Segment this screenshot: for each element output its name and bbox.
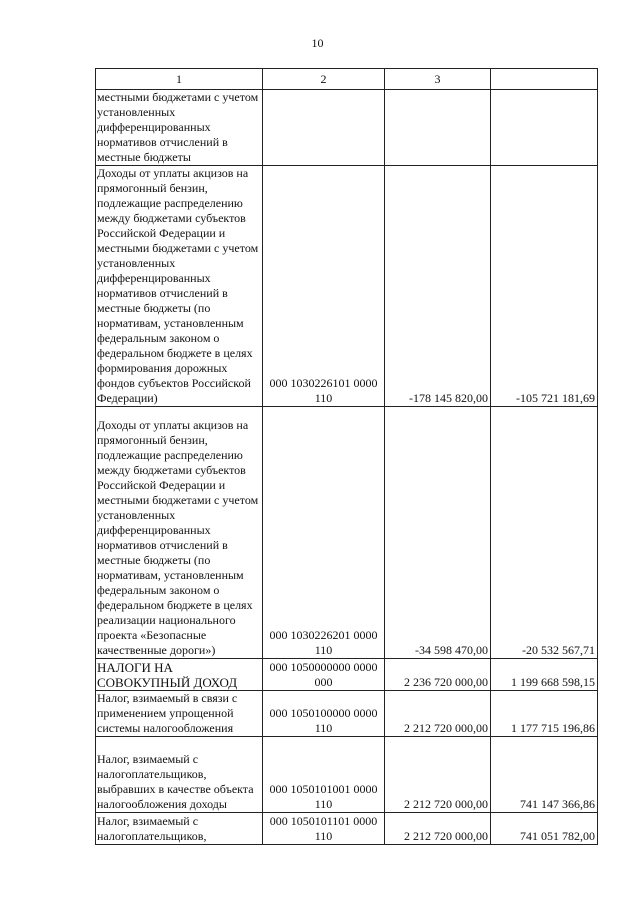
row-col3: -34 598 470,00 [385, 407, 491, 659]
table-row [96, 166, 598, 407]
row-col3: 2 236 720 000,00 [385, 659, 491, 691]
row-code: 000 1030226201 0000 110 [263, 407, 385, 659]
row-col4: 741 051 782,00 [491, 813, 598, 845]
table-row [96, 813, 598, 845]
row-name: Налог, взимаемый с налогоплательщиков, [96, 813, 263, 845]
row-col3: 2 212 720 000,00 [385, 813, 491, 845]
row-col4: 1 177 715 196,86 [491, 691, 598, 737]
row-name: Доходы от уплаты акцизов на прямогонный бензин, подлежащие распределению между бюджетами субъектов Российской Федерации и местными бюджетами с учетом установленных дифференцированных нормативов отчислений в местные бюджеты (по нормативам, установленным федеральным законом о федеральном бюджете в целях формирования дорожных фондов субъектов Российской Федерации) [96, 166, 263, 407]
table-row [96, 737, 598, 813]
table-header-row [96, 69, 598, 90]
table-row [96, 659, 598, 691]
table-row [96, 407, 598, 659]
row-code: 000 1050101001 0000 110 [263, 737, 385, 813]
row-code: 000 1050100000 0000 110 [263, 691, 385, 737]
row-name: Доходы от уплаты акцизов на прямогонный бензин, подлежащие распределению между бюджетами субъектов Российской Федерации и местными бюджетами с учетом установленных дифференцированных нормативов отчислений в местные бюджеты (по нормативам, установленным федеральным законом о федеральном бюджете в целях реализации национального проекта «Безопасные качественные дороги») [96, 407, 263, 659]
row-col4: 741 147 366,86 [491, 737, 598, 813]
page-number: 10 [311, 36, 324, 50]
row-name: Налог, взимаемый с налогоплательщиков, выбравших в качестве объекта налогообложения доходы [96, 737, 263, 813]
row-code [263, 90, 385, 166]
row-col3: 2 212 720 000,00 [385, 691, 491, 737]
row-col4: -105 721 181,69 [491, 166, 598, 407]
budget-table [95, 68, 598, 845]
row-code: 000 1050101101 0000 110 [263, 813, 385, 845]
header-col-3: 3 [385, 69, 491, 90]
row-name: НАЛОГИ НА СОВОКУПНЫЙ ДОХОД [96, 659, 263, 691]
row-col4: -20 532 567,71 [491, 407, 598, 659]
header-col-1: 1 [96, 69, 263, 90]
row-code: 000 1030226101 0000 110 [263, 166, 385, 407]
row-code: 000 1050000000 0000 000 [263, 659, 385, 691]
row-col3: 2 212 720 000,00 [385, 737, 491, 813]
table-row [96, 90, 598, 166]
header-col-4 [491, 69, 598, 90]
row-col4: 1 199 668 598,15 [491, 659, 598, 691]
table-row [96, 691, 598, 737]
row-col3: -178 145 820,00 [385, 166, 491, 407]
row-name: Налог, взимаемый в связи с применением упрощенной системы налогообложения [96, 691, 263, 737]
row-name: местными бюджетами с учетом установленных дифференцированных нормативов отчислений в местные бюджеты [96, 90, 263, 166]
header-col-2: 2 [263, 69, 385, 90]
row-col4 [491, 90, 598, 166]
row-col3 [385, 90, 491, 166]
